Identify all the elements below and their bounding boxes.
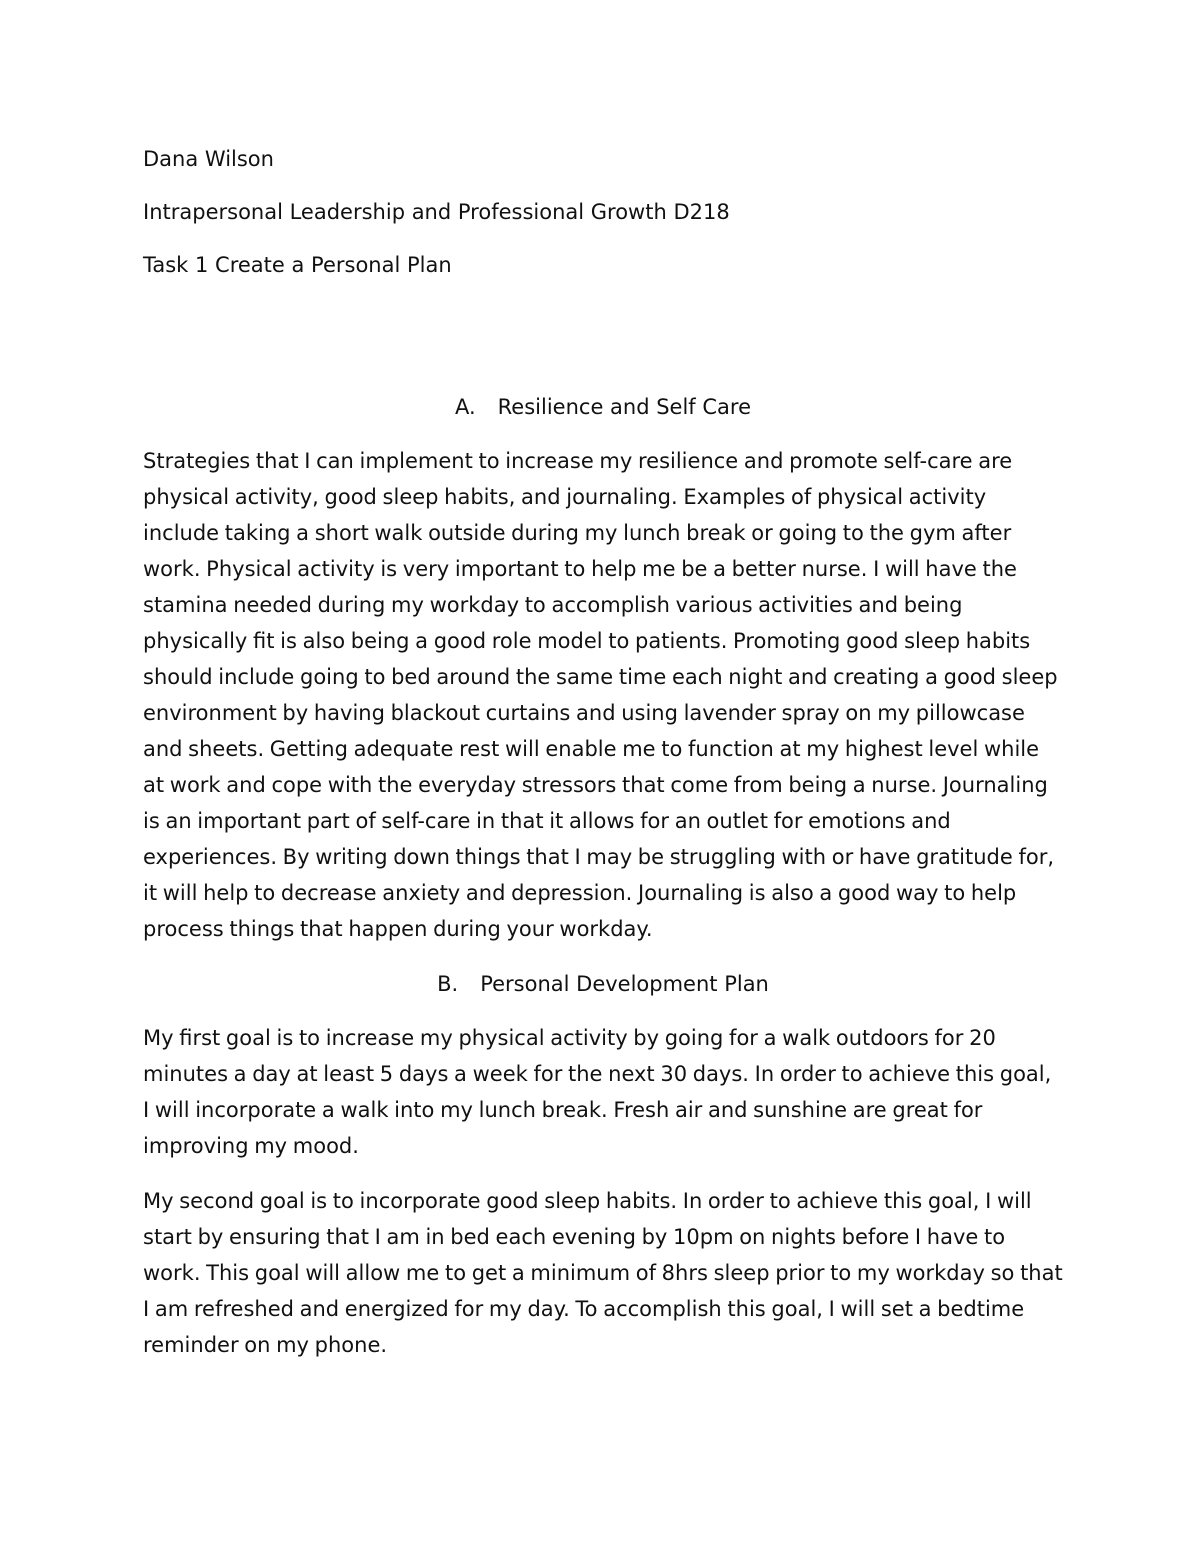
section-title-a: Resilience and Self Care — [497, 395, 751, 419]
course-title: Intrapersonal Leadership and Professional Growth D218 — [143, 200, 730, 224]
section-b-paragraph-2: My second goal is to incorporate good sleep habits. In order to achieve this goal, I will start by ensuring that I am in bed each evening by 10pm on nights before I have to work. This goal will allow me to get a minimum of 8hrs sleep prior to my workday so that I am refreshed and energized for my day. To accomplish this goal, I will set a bedtime reminder on my phone. — [143, 1189, 1063, 1357]
section-heading-b — [143, 967, 1063, 1001]
section-letter-a: A. — [454, 395, 476, 419]
section-a-paragraph-1: Strategies that I can implement to increase my resilience and promote self-care are physical activity, good sleep habits, and journaling. Examples of physical activity include taking a short walk outside during my lunch break or going to the gym after work. Physical activity is very important to help me be a better nurse. I will have the stamina needed during my workday to accomplish various activities and being physically fit is also being a good role model to patients. Promoting good sleep habits should include going to bed around the same time each night and creating a good sleep environment by having blackout curtains and using lavender spray on my pillowcase and sheets. Getting adequate rest will enable me to function at my highest level while at work and cope with the everyday stressors that come from being a nurse. Journaling is an important part of self-care in that it allows for an outlet for emotions and experiences. By writing down things that I may be struggling with or have gratitude for, it will help to decrease anxiety and depression. Journaling is also a good way to help process things that happen during your workday. — [143, 449, 1058, 941]
section-b-paragraph-1: My first goal is to increase my physical activity by going for a walk outdoors for 20 minutes a day at least 5 days a week for the next 30 days. In order to achieve this goal, I will incorporate a walk into my lunch break. Fresh air and sunshine are great for improving my mood. — [143, 1026, 1052, 1158]
section-heading-a — [143, 390, 1063, 424]
author-name: Dana Wilson — [143, 147, 274, 171]
section-letter-b: B. — [437, 972, 459, 996]
task-title: Task 1 Create a Personal Plan — [143, 253, 452, 277]
document-body — [143, 142, 1063, 1382]
section-title-b: Personal Development Plan — [480, 972, 769, 996]
